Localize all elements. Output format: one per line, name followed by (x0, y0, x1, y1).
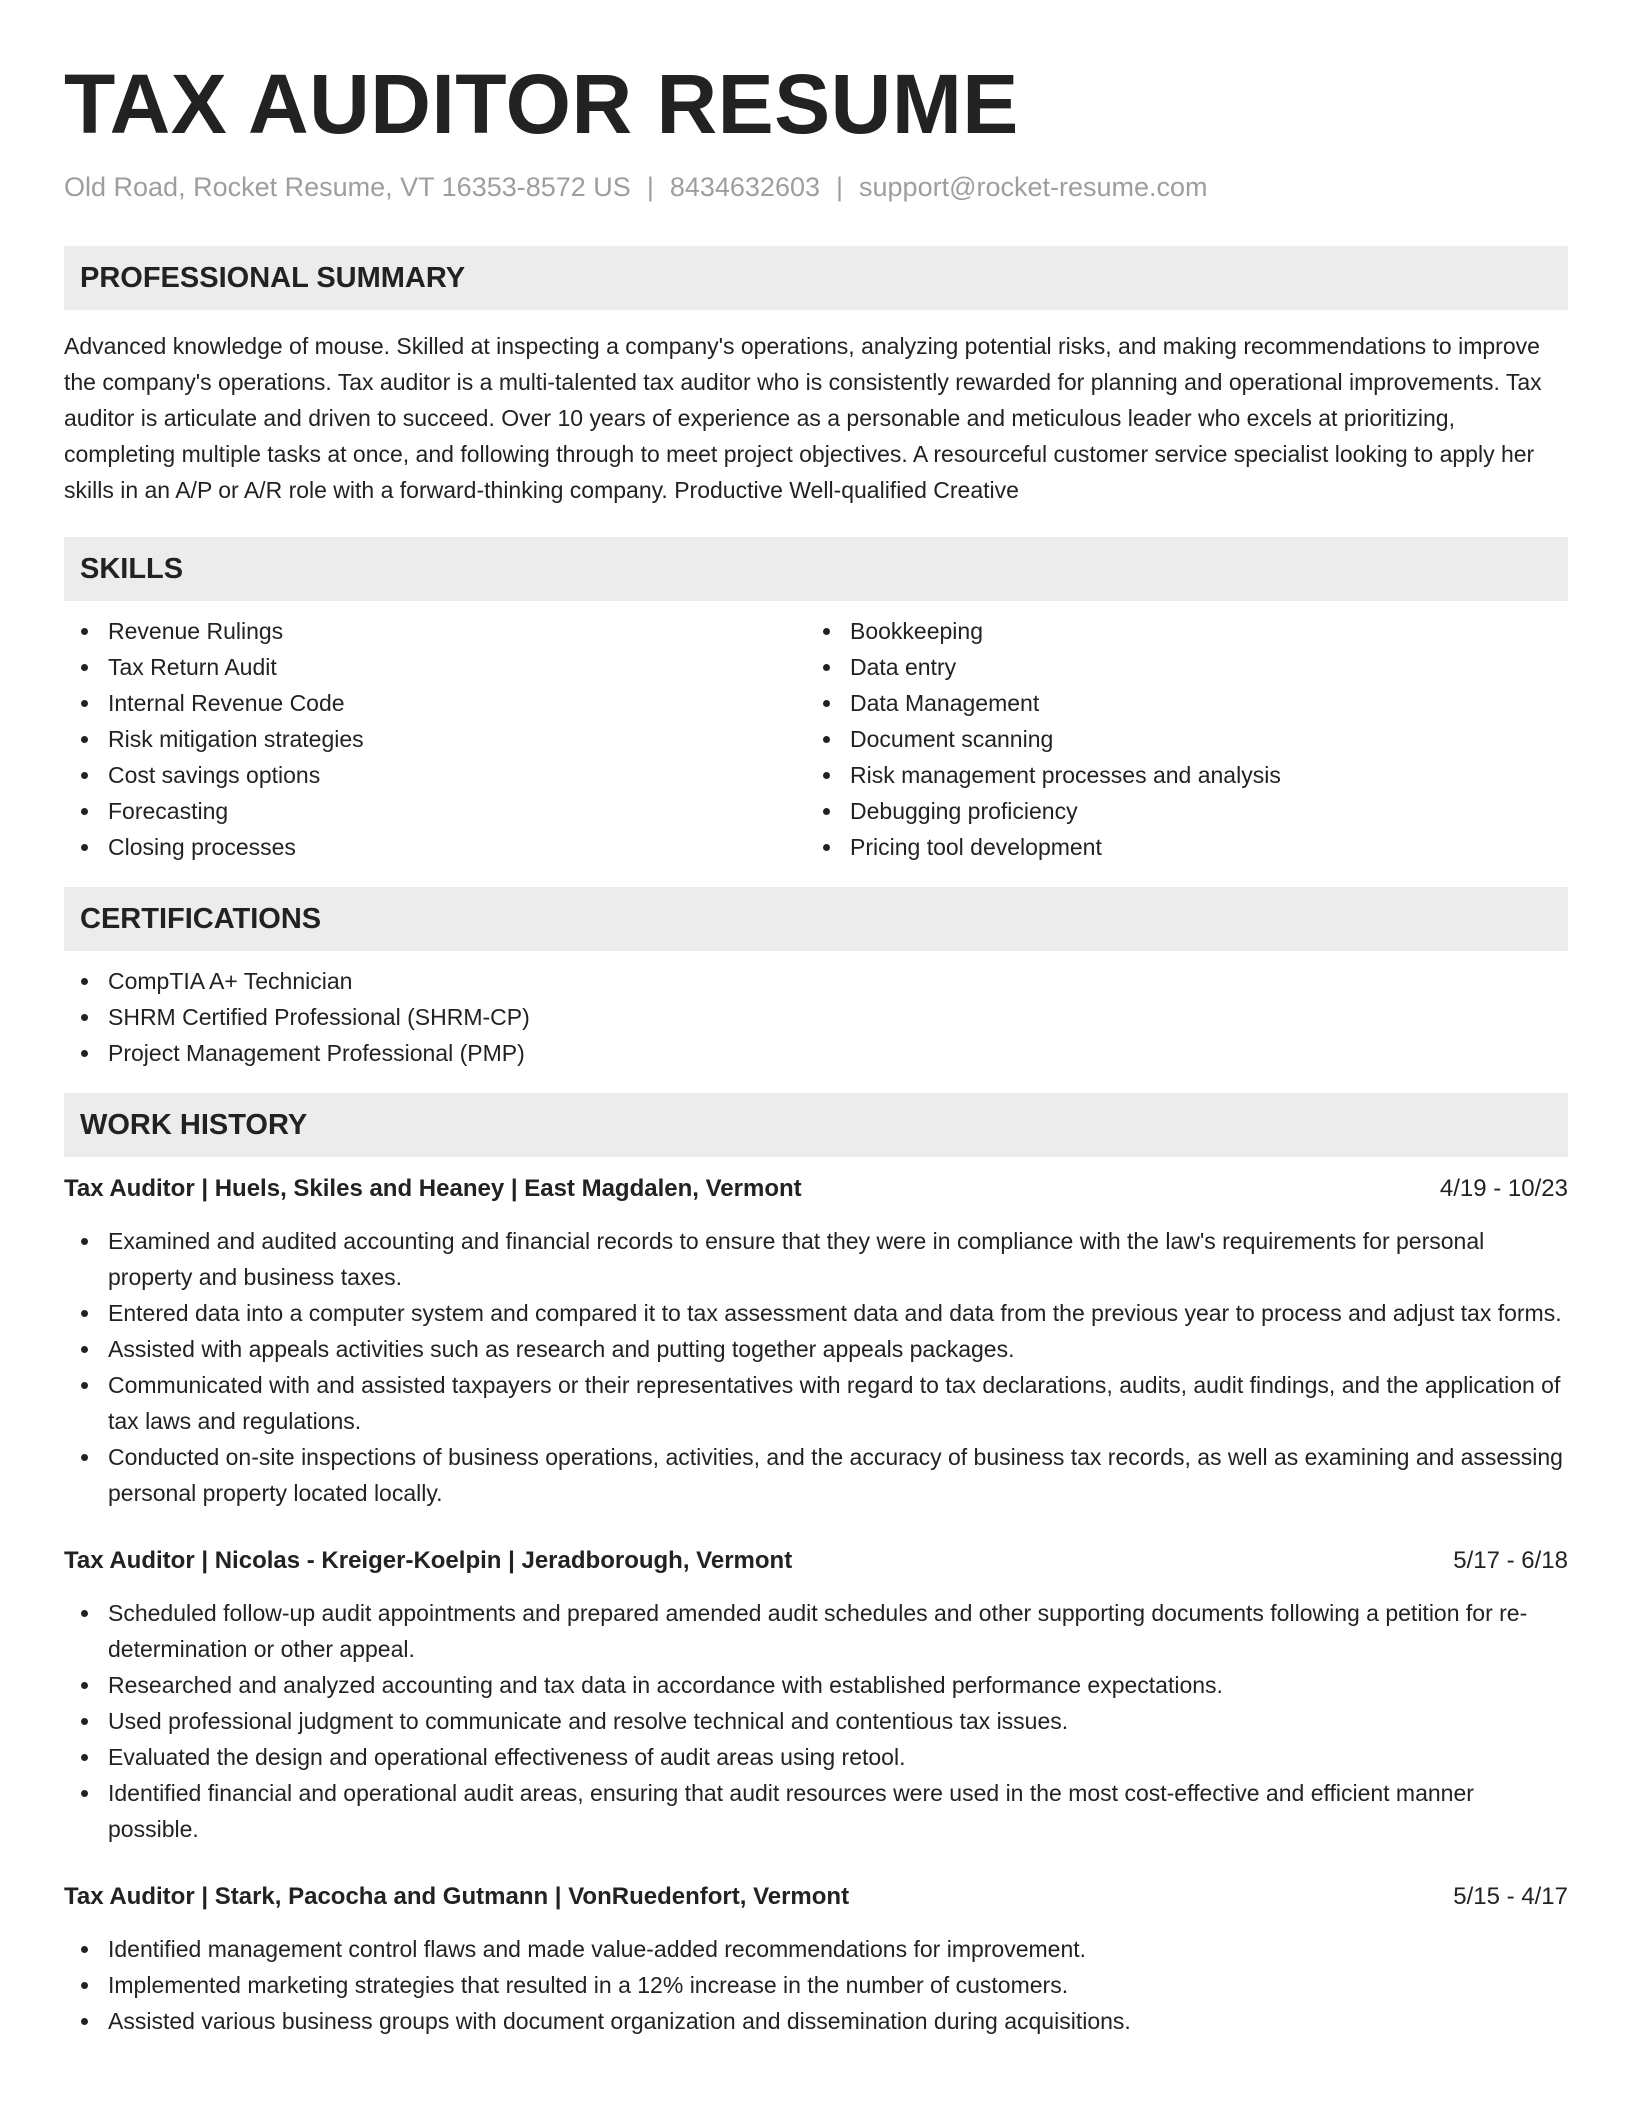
contact-email: support@rocket-resume.com (859, 172, 1208, 202)
skill-item: Data entry (806, 649, 1548, 685)
skill-item: Revenue Rulings (64, 613, 806, 649)
certification-item: CompTIA A+ Technician (64, 963, 1568, 999)
skill-item: Debugging proficiency (806, 793, 1548, 829)
job-bullet: Assisted with appeals activities such as research and putting together appeals packages. (64, 1331, 1568, 1367)
job-bullet: Conducted on-site inspections of business operations, activities, and the accuracy of business tax records, as well as examining and assessing personal property located locally. (64, 1439, 1568, 1511)
job-bullet: Communicated with and assisted taxpayers or their representatives with regard to tax declarations, audits, audit findings, and the application of tax laws and regulations. (64, 1367, 1568, 1439)
job-bullets (64, 1595, 1568, 1847)
job-dates: 4/19 - 10/23 (1439, 1175, 1568, 1202)
contact-separator: | (646, 172, 654, 202)
skill-item: Bookkeeping (806, 613, 1548, 649)
job-bullet: Scheduled follow-up audit appointments and prepared amended audit schedules and other supporting documents following a petition for re-determination or other appeal. (64, 1595, 1568, 1667)
job-dates: 5/15 - 4/17 (1453, 1883, 1568, 1910)
job-entry (64, 1171, 1568, 1511)
skills-heading: SKILLS (64, 537, 1568, 601)
contact-address: Old Road, Rocket Resume, VT 16353-8572 US (64, 172, 631, 202)
contact-line (64, 168, 1568, 206)
resume-title: TAX AUDITOR RESUME (64, 57, 1019, 151)
summary-text: Advanced knowledge of mouse. Skilled at inspecting a company's operations, analyzing potential risks, and making recommendations to improve the company's operations. Tax auditor is a multi-talented tax auditor who is consistently rewarded for planning and operational improvements. Tax auditor is articulate and driven to succeed. Over 10 years of experience as a personable and meticulous leader who excels at prioritizing, completing multiple tasks at once, and following through to meet project objectives. A resourceful customer service specialist looking to apply her skills in an A/P or A/R role with a forward-thinking company. Productive Well-qualified Creative (64, 333, 1542, 503)
job-title: Tax Auditor | Nicolas - Kreiger-Koelpin | Jeradborough, Vermont (64, 1547, 793, 1574)
job-bullet: Researched and analyzed accounting and tax data in accordance with established performance expectations. (64, 1667, 1568, 1703)
contact-separator: | (836, 172, 844, 202)
skill-item: Forecasting (64, 793, 806, 829)
certification-item: SHRM Certified Professional (SHRM-CP) (64, 999, 1568, 1035)
job-bullets (64, 1223, 1568, 1511)
skills-left-column (64, 613, 806, 865)
job-header (64, 1879, 1568, 1915)
job-bullet: Examined and audited accounting and financial records to ensure that they were in compliance with the law's requirements for personal property and business taxes. (64, 1223, 1568, 1295)
job-entry (64, 1543, 1568, 1847)
job-title: Tax Auditor | Stark, Pacocha and Gutmann | VonRuedenfort, Vermont (64, 1883, 850, 1910)
job-bullet: Evaluated the design and operational effectiveness of audit areas using retool. (64, 1739, 1568, 1775)
skills-right-column (806, 613, 1548, 865)
job-bullet: Identified financial and operational audit areas, ensuring that audit resources were used in the most cost-effective and efficient manner possible. (64, 1775, 1568, 1847)
job-bullet: Entered data into a computer system and compared it to tax assessment data and data from the previous year to process and adjust tax forms. (64, 1295, 1568, 1331)
certification-item: Project Management Professional (PMP) (64, 1035, 1568, 1071)
job-bullets (64, 1931, 1568, 2039)
skill-item: Risk mitigation strategies (64, 721, 806, 757)
certifications-heading: CERTIFICATIONS (64, 887, 1568, 951)
skill-item: Pricing tool development (806, 829, 1548, 865)
skill-item: Tax Return Audit (64, 649, 806, 685)
job-entry (64, 1879, 1568, 2039)
work-history-heading: WORK HISTORY (64, 1093, 1568, 1157)
summary-heading: PROFESSIONAL SUMMARY (64, 246, 1568, 310)
skills-grid (64, 613, 1568, 865)
resume-page (64, 0, 1568, 2039)
skill-item: Risk management processes and analysis (806, 757, 1548, 793)
job-bullet: Implemented marketing strategies that resulted in a 12% increase in the number of customers. (64, 1967, 1568, 2003)
job-bullet: Used professional judgment to communicate and resolve technical and contentious tax issues. (64, 1703, 1568, 1739)
job-title: Tax Auditor | Huels, Skiles and Heaney | East Magdalen, Vermont (64, 1175, 802, 1202)
skill-item: Document scanning (806, 721, 1548, 757)
job-header (64, 1543, 1568, 1579)
contact-phone: 8434632603 (669, 172, 820, 202)
job-bullet: Assisted various business groups with document organization and dissemination during acquisitions. (64, 2003, 1568, 2039)
skill-item: Data Management (806, 685, 1548, 721)
job-bullet: Identified management control flaws and made value-added recommendations for improvement. (64, 1931, 1568, 1967)
certifications-list (64, 963, 1568, 1071)
skill-item: Internal Revenue Code (64, 685, 806, 721)
job-header (64, 1171, 1568, 1207)
skill-item: Cost savings options (64, 757, 806, 793)
skill-item: Closing processes (64, 829, 806, 865)
job-dates: 5/17 - 6/18 (1453, 1547, 1568, 1574)
